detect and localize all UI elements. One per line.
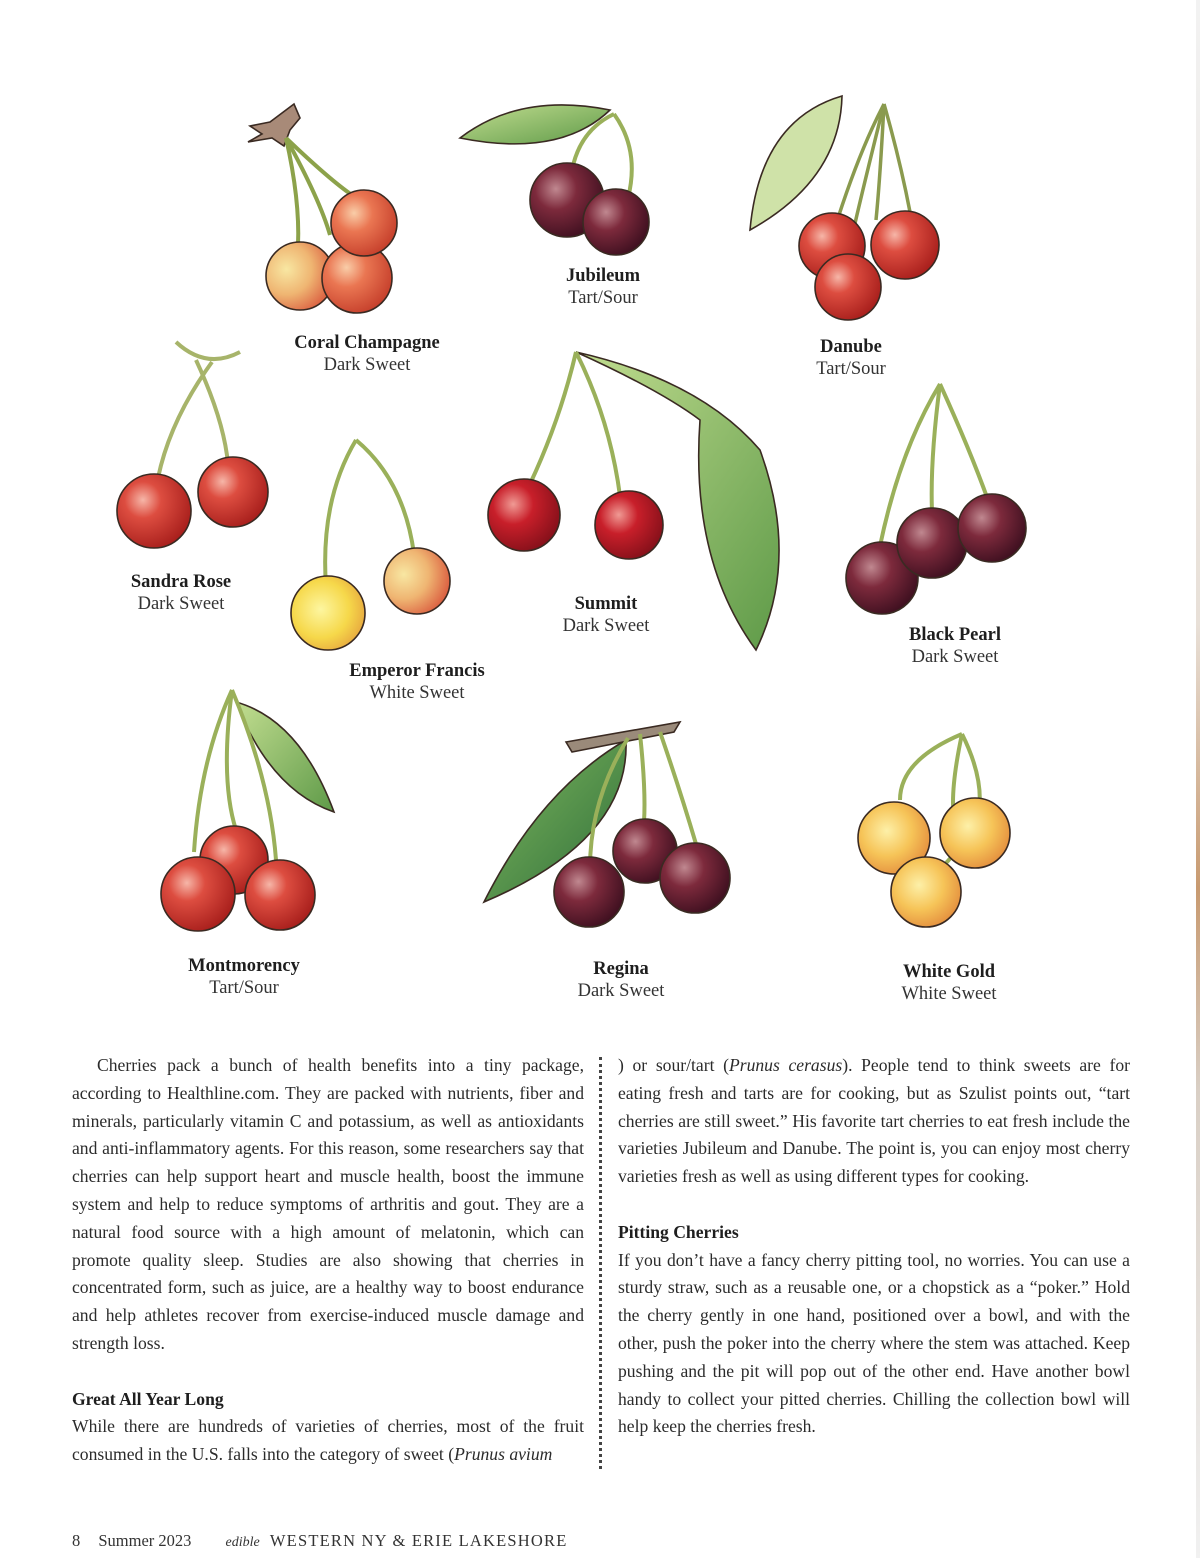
cherry-name: Black Pearl [909, 625, 1001, 645]
section-heading-great-all-year-long: Great All Year Long [72, 1388, 224, 1409]
paragraph-health-benefits: Cherries pack a bunch of health benefits into a tiny package, according to Healthline.com. They are packed with nutrients, fiber and minerals, particularly vitamin C and potassium, as well as antioxidants and anti-inflammatory agents. For this reason, some researchers say that cherries can help support heart and muscle health, boost the immune system and help to reduce symptoms of arthritis and gout. They are a natural food source with a high amount of melatonin, which can promote quality sleep. Studies are also showing that cherries in concentrated form, such as juice, are a healthy way to boost endurance and help athletes recover from exercise-induced muscle damage and strength loss. [72, 1055, 584, 1353]
paragraph-varieties-continued: ) or sour/tart (Prunus cerasus). People tend to think sweets are for eating fresh and tarts are for cooking, but as Szulist points out, “tart cherries are still sweet.” His favorite tart cherries to eat fresh include the varieties Jubileum and Danube. The point is, you can enjoy most cherry varieties fresh as well as using different types for cooking. [618, 1055, 1131, 1187]
paragraph-pitting-instructions: If you don’t have a fancy cherry pitting tool, no worries. You can use a sturdy straw, such as a reusable one, or a chopstick as a “poker.” Hold the cherry gently in one hand, positioned over a bowl, and with the other, push the poker into the cherry where the stem was attached. Keep pushing and the pit will pop out of the other end. Have another bowl handy to collect your pitted cherries. Chilling the collection bowl will help keep the cherries fresh. [618, 1249, 1130, 1437]
jubileum-illustration [460, 105, 649, 255]
cherry-type: White Sweet [369, 683, 465, 703]
publication-name: WESTERN NY & ERIE LAKESHORE [269, 1531, 568, 1550]
cherry-label-emperor-francis [287, 660, 547, 704]
page-edge [1196, 0, 1200, 1558]
cherry-name: Summit [574, 594, 638, 614]
cherry-type: White Sweet [901, 984, 997, 1004]
cherry-label-montmorency [114, 955, 374, 999]
cherry-label-sandra-rose [51, 571, 311, 615]
brand-edible: edible [225, 1535, 260, 1550]
cherry-name: Coral Champagne [294, 333, 440, 353]
latin-name-prunus-avium: Prunus avium [454, 1444, 553, 1465]
page-number: 8 [72, 1531, 81, 1550]
cherry-name: White Gold [903, 962, 995, 982]
column-divider [599, 1057, 602, 1469]
page-footer [72, 1531, 568, 1551]
regina-illustration [484, 722, 730, 927]
cherry-type: Tart/Sour [209, 978, 279, 998]
coral-champagne-illustration [248, 104, 397, 313]
danube-illustration [750, 96, 939, 320]
latin-name-prunus-cerasus: Prunus cerasus [728, 1055, 843, 1075]
cherry-name: Jubileum [565, 266, 641, 286]
section-heading-pitting-cherries: Pitting Cherries [618, 1221, 739, 1242]
cherry-label-danube [721, 336, 981, 380]
cherry-type: Dark Sweet [137, 594, 225, 614]
cherry-type: Dark Sweet [323, 355, 411, 375]
cherry-type: Dark Sweet [562, 616, 650, 636]
montmorency-illustration [161, 690, 334, 931]
cherry-type: Tart/Sour [568, 288, 638, 308]
cherry-name: Emperor Francis [349, 661, 485, 681]
cherry-label-white-gold [819, 961, 1079, 1005]
article-column-right [618, 1052, 1130, 1441]
cherry-label-jubileum [473, 265, 733, 309]
white-gold-illustration [858, 734, 1010, 927]
cherry-type: Dark Sweet [911, 647, 999, 667]
cherry-name: Regina [593, 959, 649, 979]
cherry-type: Dark Sweet [577, 981, 665, 1001]
cherry-name: Montmorency [188, 956, 300, 976]
cherry-label-summit [476, 593, 736, 637]
paragraph-varieties-start: While there are hundreds of varieties of cherries, most of the fruit consumed in the U.S. falls into the category of sweet (Prunus avium [72, 1416, 584, 1465]
cherry-label-regina [491, 958, 751, 1002]
emperor-francis-illustration [291, 440, 450, 650]
cherry-label-black-pearl [825, 624, 1085, 668]
cherry-label-coral-champagne [237, 332, 497, 376]
cherry-name: Sandra Rose [130, 572, 232, 592]
cherry-type: Tart/Sour [816, 359, 886, 379]
issue-season: Summer 2023 [98, 1531, 192, 1550]
cherry-name: Danube [820, 337, 882, 357]
article-column-left [72, 1052, 584, 1469]
black-pearl-illustration [846, 384, 1026, 614]
